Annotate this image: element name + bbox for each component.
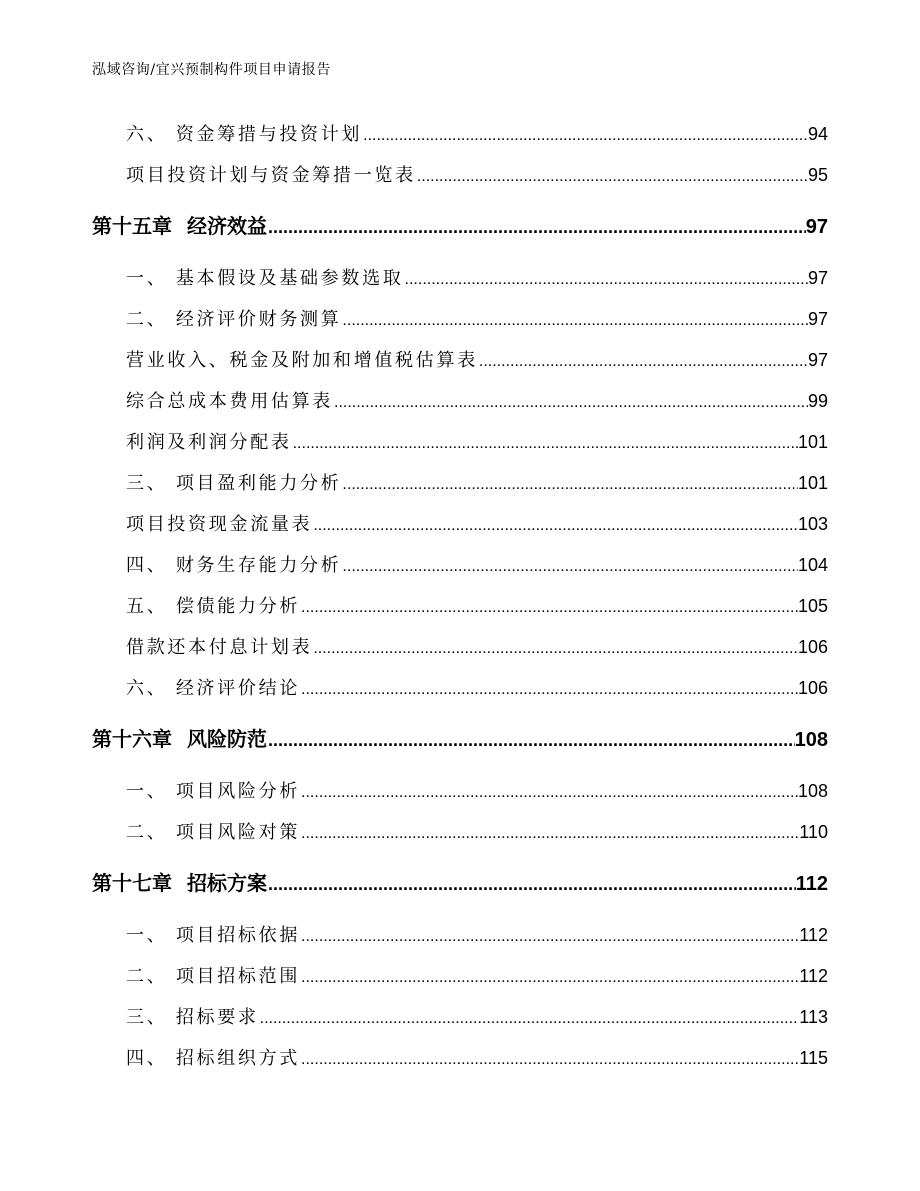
dot-leader xyxy=(363,115,808,156)
dot-leader xyxy=(301,916,799,957)
toc-entry-page: 105 xyxy=(797,596,828,616)
toc-entry xyxy=(126,627,828,668)
dot-leader xyxy=(417,156,808,197)
toc-entry xyxy=(126,915,828,956)
toc-entry-title: 三、 招标要求 xyxy=(126,1007,259,1028)
toc-entry-page: 97 xyxy=(807,309,828,329)
toc-chapter-entry xyxy=(92,863,828,904)
toc-entry xyxy=(126,299,828,340)
dot-leader xyxy=(301,669,798,710)
dot-leader xyxy=(342,464,798,505)
dot-leader xyxy=(260,998,800,1039)
toc-entry-title: 四、 财务生存能力分析 xyxy=(126,555,342,576)
table-of-contents xyxy=(0,114,920,1079)
toc-entry-title: 二、 项目风险对策 xyxy=(126,822,301,843)
toc-entry-title: 综合总成本费用估算表 xyxy=(126,391,333,412)
toc-entry-page: 115 xyxy=(799,1048,828,1068)
toc-chapter-page: 108 xyxy=(794,729,828,751)
toc-entry-page: 101 xyxy=(797,473,828,493)
dot-leader xyxy=(313,628,798,669)
toc-entry xyxy=(126,463,828,504)
toc-entry xyxy=(126,258,828,299)
toc-entry-title: 三、 项目盈利能力分析 xyxy=(126,473,342,494)
toc-entry-page: 112 xyxy=(799,925,828,945)
toc-entry-page: 108 xyxy=(797,781,828,801)
toc-entry xyxy=(126,771,828,812)
toc-entry-title: 六、 经济评价结论 xyxy=(126,678,301,699)
toc-chapter-entry xyxy=(92,206,828,247)
dot-leader xyxy=(268,720,795,761)
toc-entry-page: 110 xyxy=(799,822,828,842)
dot-leader xyxy=(268,864,796,905)
toc-chapter-title: 第十五章 经济效益 xyxy=(92,214,267,238)
toc-entry-title: 二、 经济评价财务测算 xyxy=(126,309,342,330)
toc-entry-title: 一、 项目招标依据 xyxy=(126,925,301,946)
dot-leader xyxy=(301,587,798,628)
toc-entry-title: 一、 基本假设及基础参数选取 xyxy=(126,268,404,289)
toc-entry xyxy=(126,381,828,422)
toc-chapter-entry xyxy=(92,719,828,760)
dot-leader xyxy=(301,1039,799,1080)
toc-entry-page: 97 xyxy=(807,268,828,288)
toc-entry xyxy=(126,504,828,545)
toc-entry-page: 101 xyxy=(797,432,828,452)
toc-chapter-title: 第十六章 风险防范 xyxy=(92,727,267,751)
toc-entry-page: 106 xyxy=(797,637,828,657)
toc-entry-title: 借款还本付息计划表 xyxy=(126,637,313,658)
toc-entry xyxy=(126,340,828,381)
toc-entry-title: 项目投资现金流量表 xyxy=(126,514,313,535)
dot-leader xyxy=(479,341,808,382)
toc-entry xyxy=(126,422,828,463)
toc-entry-page: 113 xyxy=(799,1007,828,1027)
toc-entry-page: 99 xyxy=(807,391,828,411)
toc-entry xyxy=(126,155,828,196)
toc-entry-page: 103 xyxy=(797,514,828,534)
dot-leader xyxy=(342,546,798,587)
toc-entry xyxy=(126,1038,828,1079)
toc-entry-page: 106 xyxy=(797,678,828,698)
page-header: 泓域咨询/宜兴预制构件项目申请报告 xyxy=(92,62,331,78)
toc-chapter-page: 97 xyxy=(805,216,828,238)
toc-entry xyxy=(126,668,828,709)
dot-leader xyxy=(313,505,798,546)
toc-entry-page: 94 xyxy=(807,124,828,144)
toc-entry-page: 95 xyxy=(807,165,828,185)
dot-leader xyxy=(301,772,798,813)
toc-entry-page: 104 xyxy=(797,555,828,575)
toc-entry-title: 项目投资计划与资金筹措一览表 xyxy=(126,165,416,186)
toc-entry-title: 四、 招标组织方式 xyxy=(126,1048,301,1069)
toc-entry-title: 五、 偿债能力分析 xyxy=(126,596,301,617)
toc-entry xyxy=(126,586,828,627)
dot-leader xyxy=(268,207,806,248)
toc-chapter-page: 112 xyxy=(795,873,828,895)
toc-entry xyxy=(126,997,828,1038)
toc-entry-page: 112 xyxy=(799,966,828,986)
dot-leader xyxy=(342,300,808,341)
toc-entry-title: 营业收入、税金及附加和增值税估算表 xyxy=(126,350,478,371)
toc-entry-title: 六、 资金筹措与投资计划 xyxy=(126,124,363,145)
toc-entry-title: 利润及利润分配表 xyxy=(126,432,292,453)
toc-entry-page: 97 xyxy=(807,350,828,370)
toc-entry xyxy=(126,545,828,586)
toc-entry xyxy=(126,956,828,997)
toc-entry xyxy=(126,812,828,853)
dot-leader xyxy=(293,423,798,464)
dot-leader xyxy=(301,813,799,854)
toc-entry-title: 二、 项目招标范围 xyxy=(126,966,301,987)
dot-leader xyxy=(405,259,808,300)
toc-chapter-title: 第十七章 招标方案 xyxy=(92,871,267,895)
dot-leader xyxy=(334,382,808,423)
toc-entry xyxy=(126,114,828,155)
dot-leader xyxy=(301,957,799,998)
toc-entry-title: 一、 项目风险分析 xyxy=(126,781,301,802)
